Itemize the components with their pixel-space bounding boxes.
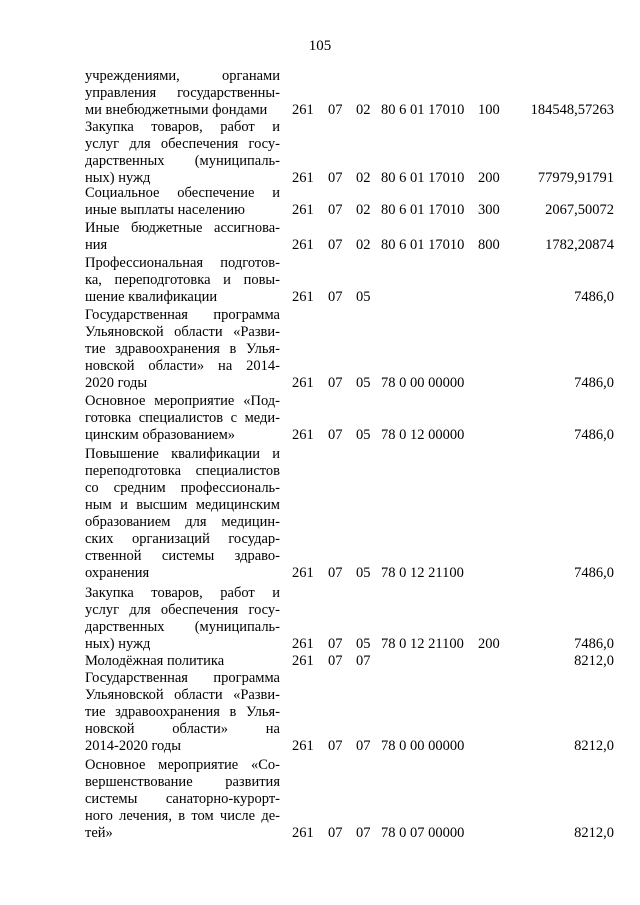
subsection-code: 02 (356, 237, 371, 253)
description-line: Иные бюджетные ассигнова- (85, 220, 280, 236)
target-article-code: 80 6 01 17010 (381, 102, 465, 118)
ministry-code: 261 (292, 738, 314, 754)
amount: 8212,0 (574, 738, 614, 754)
description-line: Социальное обеспечение и (85, 185, 280, 201)
subsection-code: 05 (356, 289, 371, 305)
ministry-code: 261 (292, 170, 314, 186)
row-description (85, 68, 280, 119)
row-description (85, 185, 280, 219)
section-code: 07 (328, 738, 343, 754)
amount: 8212,0 (574, 825, 614, 841)
table-row (0, 446, 640, 582)
row-description (85, 670, 280, 755)
section-code: 07 (328, 636, 343, 652)
amount: 77979,91791 (537, 170, 614, 186)
subsection-code: 05 (356, 375, 371, 391)
description-line: Закупка товаров, работ и (85, 119, 280, 135)
description-line: услуг для обеспечения госу- (85, 602, 280, 618)
row-description (85, 255, 280, 306)
subsection-code: 05 (356, 565, 371, 581)
description-line: учреждениями, органами (85, 68, 280, 84)
amount: 7486,0 (574, 636, 614, 652)
description-line: тие здравоохранения в Улья- (85, 704, 280, 720)
section-code: 07 (328, 237, 343, 253)
ministry-code: 261 (292, 825, 314, 841)
description-line: охранения (85, 565, 150, 581)
amount: 184548,57263 (530, 102, 614, 118)
table-row (0, 185, 640, 219)
description-line: управления государственны- (85, 85, 280, 101)
description-line: Профессиональная подготов- (85, 255, 280, 271)
description-line: ния (85, 237, 108, 253)
table-row (0, 119, 640, 187)
subsection-code: 02 (356, 202, 371, 218)
target-article-code: 78 0 00 00000 (381, 375, 465, 391)
expense-type-code: 800 (478, 237, 500, 253)
description-line: готовка специалистов с меди- (85, 410, 280, 426)
table-row (0, 220, 640, 254)
description-line: услуг для обеспечения госу- (85, 136, 280, 152)
section-code: 07 (328, 427, 343, 443)
row-description (85, 119, 280, 187)
description-line: Закупка товаров, работ и (85, 585, 280, 601)
expense-type-code: 200 (478, 170, 500, 186)
row-description (85, 585, 280, 653)
description-line: ных) нужд (85, 170, 151, 186)
subsection-code: 05 (356, 636, 371, 652)
description-line: ного лечения, в том числе де- (85, 808, 280, 824)
amount: 7486,0 (574, 375, 614, 391)
section-code: 07 (328, 289, 343, 305)
subsection-code: 05 (356, 427, 371, 443)
table-row (0, 670, 640, 755)
subsection-code: 02 (356, 102, 371, 118)
amount: 1782,20874 (545, 237, 614, 253)
subsection-code: 02 (356, 170, 371, 186)
amount: 7486,0 (574, 289, 614, 305)
description-line: Государственная программа (85, 670, 280, 686)
description-line: Основное мероприятие «Под- (85, 393, 280, 409)
ministry-code: 261 (292, 565, 314, 581)
target-article-code: 80 6 01 17010 (381, 202, 465, 218)
amount: 7486,0 (574, 565, 614, 581)
description-line: дарственных (муниципаль- (85, 153, 280, 169)
description-line: Основное мероприятие «Со- (85, 757, 280, 773)
description-line: Государственная программа (85, 307, 280, 323)
description-line: вершенствование развития (85, 774, 280, 790)
table-row (0, 585, 640, 653)
description-line: шение квалификации (85, 289, 218, 305)
description-line: иные выплаты населению (85, 202, 245, 218)
ministry-code: 261 (292, 202, 314, 218)
ministry-code: 261 (292, 653, 314, 669)
description-line: дарственных (муниципаль- (85, 619, 280, 635)
target-article-code: 78 0 07 00000 (381, 825, 465, 841)
target-article-code: 80 6 01 17010 (381, 170, 465, 186)
page-number: 105 (308, 38, 332, 54)
target-article-code: 78 0 00 00000 (381, 738, 465, 754)
ministry-code: 261 (292, 427, 314, 443)
expense-type-code: 200 (478, 636, 500, 652)
description-line: образованием для медицин- (85, 514, 280, 530)
amount: 8212,0 (574, 653, 614, 669)
table-row (0, 393, 640, 444)
description-line: новской области» на 2014- (85, 358, 280, 374)
row-description (85, 446, 280, 582)
table-row (0, 68, 640, 119)
description-line: новской области» на (85, 721, 280, 737)
table-row (0, 757, 640, 842)
subsection-code: 07 (356, 825, 371, 841)
description-line: Повышение квалификации и (85, 446, 280, 462)
section-code: 07 (328, 565, 343, 581)
row-description (85, 757, 280, 842)
table-row (0, 307, 640, 392)
description-line: ми внебюджетными фондами (85, 102, 268, 118)
description-line: 2020 годы (85, 375, 148, 391)
section-code: 07 (328, 653, 343, 669)
description-line: Ульяновской области «Разви- (85, 324, 280, 340)
subsection-code: 07 (356, 653, 371, 669)
subsection-code: 07 (356, 738, 371, 754)
ministry-code: 261 (292, 102, 314, 118)
table-row (0, 255, 640, 306)
description-line: ских организаций государ- (85, 531, 280, 547)
description-line: 2014-2020 годы (85, 738, 181, 754)
row-description (85, 653, 280, 670)
description-line: ственной системы здраво- (85, 548, 280, 564)
section-code: 07 (328, 375, 343, 391)
table-row (0, 653, 640, 670)
description-line: ных) нужд (85, 636, 151, 652)
target-article-code: 78 0 12 00000 (381, 427, 465, 443)
description-line: со средним профессиональ- (85, 480, 280, 496)
target-article-code: 78 0 12 21100 (381, 636, 464, 652)
section-code: 07 (328, 202, 343, 218)
row-description (85, 393, 280, 444)
description-line: тей» (85, 825, 113, 841)
ministry-code: 261 (292, 237, 314, 253)
description-line: ка, переподготовка и повы- (85, 272, 280, 288)
description-line: переподготовка специалистов (85, 463, 280, 479)
description-line: тие здравоохранения в Улья- (85, 341, 280, 357)
description-line: системы санаторно-курорт- (85, 791, 280, 807)
description-line: цинским образованием» (85, 427, 235, 443)
ministry-code: 261 (292, 289, 314, 305)
ministry-code: 261 (292, 636, 314, 652)
ministry-code: 261 (292, 375, 314, 391)
section-code: 07 (328, 170, 343, 186)
description-line: ным и высшим медицинским (85, 497, 280, 513)
expense-type-code: 300 (478, 202, 500, 218)
section-code: 07 (328, 102, 343, 118)
amount: 2067,50072 (545, 202, 614, 218)
target-article-code: 78 0 12 21100 (381, 565, 464, 581)
section-code: 07 (328, 825, 343, 841)
expense-type-code: 100 (478, 102, 500, 118)
amount: 7486,0 (574, 427, 614, 443)
row-description (85, 220, 280, 254)
row-description (85, 307, 280, 392)
target-article-code: 80 6 01 17010 (381, 237, 465, 253)
description-line: Ульяновской области «Разви- (85, 687, 280, 703)
description-line: Молодёжная политика (85, 653, 225, 669)
